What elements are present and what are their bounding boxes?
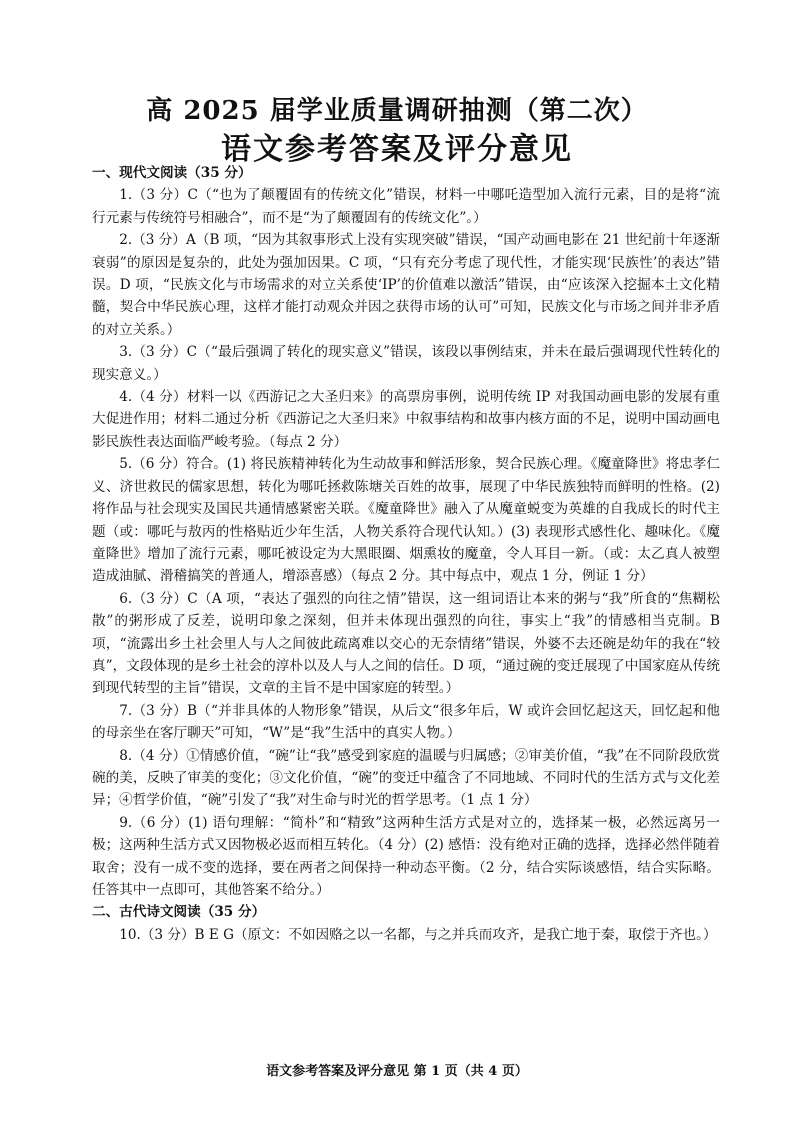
answer-q2: 2.（3 分）A（B 项，“因为其叙事形式上没有实现突破”错误，“国产动画电影在 21 世纪前十年逐渐衰弱”的原因是复杂的，此处为强加因果。C 项，“只有充分考虑了现代性，才能实现‘民族性’的表达”错误。D 项，“民族文化与市场需求的对立关系使‘IP’的价值难以激活”错误，由“应该深入挖掘本土文化精髓，契合中华民族心理，这样才能打动观众并因之获得市场的认可”可知，民族文化与市场之间并非矛盾的对立关系。）	[92, 232, 720, 338]
answer-q1: 1.（3 分）C（“也为了颠覆固有的传统文化”错误，材料一中哪吒造型加入流行元素，目的是将“流行元素与传统符号相融合”，而不是“为了颠覆固有的传统文化”。）	[92, 187, 720, 226]
section-heading-classical-reading: 二、古代诗文阅读（35 分）	[92, 904, 266, 921]
answer-q8: 8.（4 分）①情感价值，“碗”让“我”感受到家庭的温暖与归属感；②审美价值，“我”在不同阶段欣赏碗的美，反映了审美的变化；③文化价值，“碗”的变迁中蕴含了不同地域、不同时代的生活方式与文化差异；④哲学价值，“碗”引发了“我”对生命与时光的哲学思考。（1 点 1 分）	[92, 747, 720, 809]
answer-q10: 10.（3 分）B E G（原文：不如因赂之以一名都，与之并兵而攻齐，是我亡地于秦，取偿于齐也。）	[119, 926, 717, 943]
section-heading-modern-reading: 一、现代文阅读（35 分）	[92, 165, 252, 181]
answer-q5: 5.（6 分）符合。(1) 将民族精神转化为生动故事和鲜活形象，契合民族心理。《魔童降世》将忠孝仁义、济世救民的儒家思想，转化为哪吒拯救陈塘关百姓的故事，展现了中华民族独特而鲜明的性格。(2) 将作品与社会现实及国民共通情感紧密关联。《魔童降世》融入了从魔童蜕变为英雄的自我成长的时代主题（或：哪吒与敖丙的性格贴近少年生活，人物关系符合现代认知。）(3) 表现形式感性化、趣味化。《魔童降世》增加了流行元素，哪吒被设定为大黑眼圈、烟熏妆的魔童，令人耳目一新。（或：太乙真人被塑造成油腻、滑稽搞笑的普通人，增添喜感）（每点 2 分。其中每点中，观点 1 分，例证 1 分）	[92, 456, 720, 585]
answer-q9: 9.（6 分）(1) 语句理解：“简朴”和“精致”这两种生活方式是对立的，选择某一极，必然远离另一极；这两种生活方式又因物极必返而相互转化。（4 分）(2) 感悟：没有绝对正确的选择，选择必然伴随着取舍；没有一成不变的选择，要在两者之间保持一种动态平衡。（2 分，结合实际谈感悟，结合实际略。任答其中一点即可，其他答案不给分。）	[92, 814, 720, 898]
answer-q4: 4.（4 分）材料一以《西游记之大圣归来》的高票房事例，说明传统 IP 对我国动画电影的发展有重大促进作用；材料二通过分析《西游记之大圣归来》中叙事结构和故事内核方面的不足，说明中国动画电影民族性表达面临严峻考验。（每点 2 分）	[92, 389, 720, 450]
answer-q7: 7.（3 分）B（“并非具体的人物形象”错误，从后文“很多年后，W 或许会回忆起这天，回忆起和他的母亲坐在客厅聊天”可知，“W”是“我”生活中的真实人物。）	[92, 702, 720, 742]
answer-q6: 6.（3 分）C（A 项，“表达了强烈的向往之情”错误，这一组词语让本来的粥与“我”所食的“焦糊松散”的粥形成了反差，说明印象之深刻，但并未体现出强烈的向往，事实上“我”的情感相当克制。B 项，“流露出乡土社会里人与人之间彼此疏离难以交心的无奈情绪”错误，外婆不去还碗是幼年的我在“较真”，文段体现的是乡土社会的淳朴以及人与人之间的信任。D 项，“通过碗的变迁展现了中国家庭从传统到现代转型的主旨”错误，文章的主旨不是中国家庭的转型。）	[92, 590, 720, 697]
page-title-line1: 高 2025 届学业质量调研抽测（第二次）	[146, 96, 648, 126]
answer-q3: 3.（3 分）C（“最后强调了转化的现实意义”错误，该段以事例结束，并未在最后强调现代性转化的现实意义。）	[92, 344, 720, 383]
page-title-line2: 语文参考答案及评分意见	[221, 132, 573, 167]
page-footer: 语文参考答案及评分意见 第 1 页（共 4 页）	[266, 1064, 528, 1079]
answer-body	[92, 162, 720, 946]
